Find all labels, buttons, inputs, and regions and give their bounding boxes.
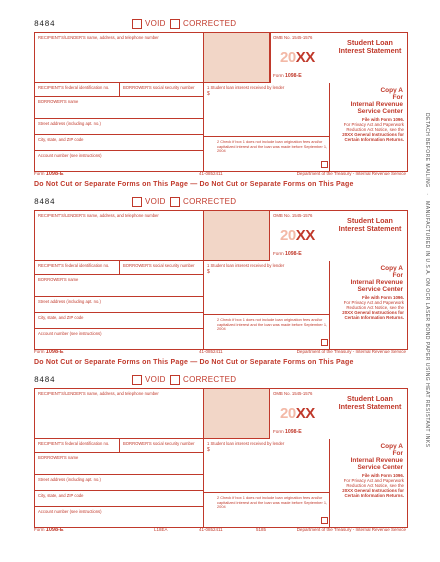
form-number: Form 1098-E [273,251,302,257]
tax-year: 20XX [280,227,315,244]
form-copy-3 [0,374,410,546]
void-checkbox[interactable] [132,197,142,207]
form-title: Student Loan Interest Statement [338,216,402,233]
city-field[interactable]: City, state, and ZIP code [35,135,204,151]
shaded-box [204,389,270,439]
copy-header [24,374,404,388]
recipient-tin-field[interactable]: RECIPIENT'S federal identification no. [35,261,120,275]
borrower-name-field[interactable]: BORROWER'S name [35,453,204,475]
do-not-cut-notice: Do Not Cut or Separate Forms on This Page — Do Not Cut or Separate Forms on This Page [34,359,354,366]
account-field[interactable]: Account number (see instructions) [35,151,204,171]
form-number: Form 1098-E [273,73,302,79]
void-label: VOID [145,375,166,384]
void-checkbox[interactable] [132,19,142,29]
manufactured-notice: DETACH BEFORE MAILING · MANUFACTURED IN U.S.A. ON OCR LASER BOND PAPER USING HEAT RESISTANT INKS [424,112,430,448]
copy-header [24,196,404,210]
borrower-name-field[interactable]: BORROWER'S name [35,97,204,119]
omb-number: OMB No. 1545-1576 [273,391,313,396]
box1-interest-field[interactable]: 1 Student loan interest received by lender $ [204,83,330,137]
box2-text: 2 Check if box 1 does not include loan origination fees and/or capitalized interest and the loan was made before September 1, 2004 [217,139,328,154]
box2-text: 2 Check if box 1 does not include loan origination fees and/or capitalized interest and the loan was made before September 1, 2004 [217,495,328,510]
void-label: VOID [145,197,166,206]
form-footer: Form 1098-E 41-0852411 Department of the Treasury - Internal Revenue Service [34,349,406,355]
street-field[interactable]: Street address (including apt. no.) [35,475,204,491]
box2-text: 2 Check if box 1 does not include loan origination fees and/or capitalized interest and the loan was made before September 1, 2004 [217,317,328,332]
omb-number: OMB No. 1545-1576 [273,35,313,40]
corrected-label: CORRECTED [183,375,237,384]
tax-year: 20XX [280,49,315,66]
omb-number: OMB No. 1545-1576 [273,213,313,218]
title-cell [270,33,271,83]
copy-a-heading: Copy A For Internal Revenue Service Center [350,87,403,115]
borrower-ssn-field[interactable]: BORROWER'S social security number [120,261,204,275]
city-field[interactable]: City, state, and ZIP code [35,313,204,329]
corrected-label: CORRECTED [183,197,237,206]
copy-a-details: File with Form 1096. For Privacy Act and Paperwork Reduction Act Notice, see the 20XX General Instructions for Certain Information Returns. [342,473,404,498]
shaded-box [204,211,270,261]
box2-checkbox[interactable] [321,339,328,346]
recipient-field[interactable]: RECIPIENT'S/LENDER'S name, address, and telephone number [35,389,204,439]
form-footer: Form 1098-E L18EA 41-0852411 5185 Department of the Treasury - Internal Revenue Service [34,527,406,533]
copy-a-heading: Copy A For Internal Revenue Service Center [350,443,403,471]
form-grid [34,210,408,350]
box1-interest-field[interactable]: 1 Student loan interest received by lender $ [204,439,330,493]
shaded-box [204,33,270,83]
copy-header [24,18,404,32]
recipient-tin-field[interactable]: RECIPIENT'S federal identification no. [35,439,120,453]
street-field[interactable]: Street address (including apt. no.) [35,297,204,313]
side-margin-text [414,10,430,550]
form-title: Student Loan Interest Statement [338,394,402,411]
do-not-cut-notice: Do Not Cut or Separate Forms on This Page — Do Not Cut or Separate Forms on This Page [34,181,354,188]
recipient-tin-field[interactable]: RECIPIENT'S federal identification no. [35,83,120,97]
form-number: Form 1098-E [273,429,302,435]
form-code: 8484 [34,20,56,29]
form-copy-1 [0,18,410,190]
form-title: Student Loan Interest Statement [338,38,402,55]
account-field[interactable]: Account number (see instructions) [35,507,204,527]
recipient-field[interactable] [35,33,204,83]
void-checkbox[interactable] [132,375,142,385]
form-grid [34,388,408,528]
borrower-ssn-field[interactable]: BORROWER'S social security number [120,439,204,453]
copy-a-details: File with Form 1096. For Privacy Act and Paperwork Reduction Act Notice, see the 20XX General Instructions for Certain Information Returns. [342,117,404,142]
form-code: 8484 [34,376,56,385]
borrower-name-field[interactable]: BORROWER'S name [35,275,204,297]
tax-year: 20XX [280,405,315,422]
form-footer: Form 1098-E 41-0852411 Department of the Treasury - Internal Revenue Service [34,171,406,177]
corrected-label: CORRECTED [183,19,237,28]
recipient-field[interactable]: RECIPIENT'S/LENDER'S name, address, and telephone number [35,211,204,261]
corrected-checkbox[interactable] [170,19,180,29]
copy-a-heading: Copy A For Internal Revenue Service Center [350,265,403,293]
account-field[interactable]: Account number (see instructions) [35,329,204,349]
void-label: VOID [145,19,166,28]
borrower-ssn-field[interactable]: BORROWER'S social security number [120,83,204,97]
recipient-label: RECIPIENT'S/LENDER'S name, address, and telephone number [38,35,159,40]
corrected-checkbox[interactable] [170,375,180,385]
form-grid [34,32,408,172]
corrected-checkbox[interactable] [170,197,180,207]
copy-a-details: File with Form 1096. For Privacy Act and Paperwork Reduction Act Notice, see the 20XX General Instructions for Certain Information Returns. [342,295,404,320]
street-field[interactable]: Street address (including apt. no.) [35,119,204,135]
box2-checkbox[interactable] [321,517,328,524]
city-field[interactable]: City, state, and ZIP code [35,491,204,507]
box1-interest-field[interactable]: 1 Student loan interest received by lender $ [204,261,330,315]
box2-checkbox[interactable] [321,161,328,168]
form-copy-2 [0,196,410,368]
form-code: 8484 [34,198,56,207]
